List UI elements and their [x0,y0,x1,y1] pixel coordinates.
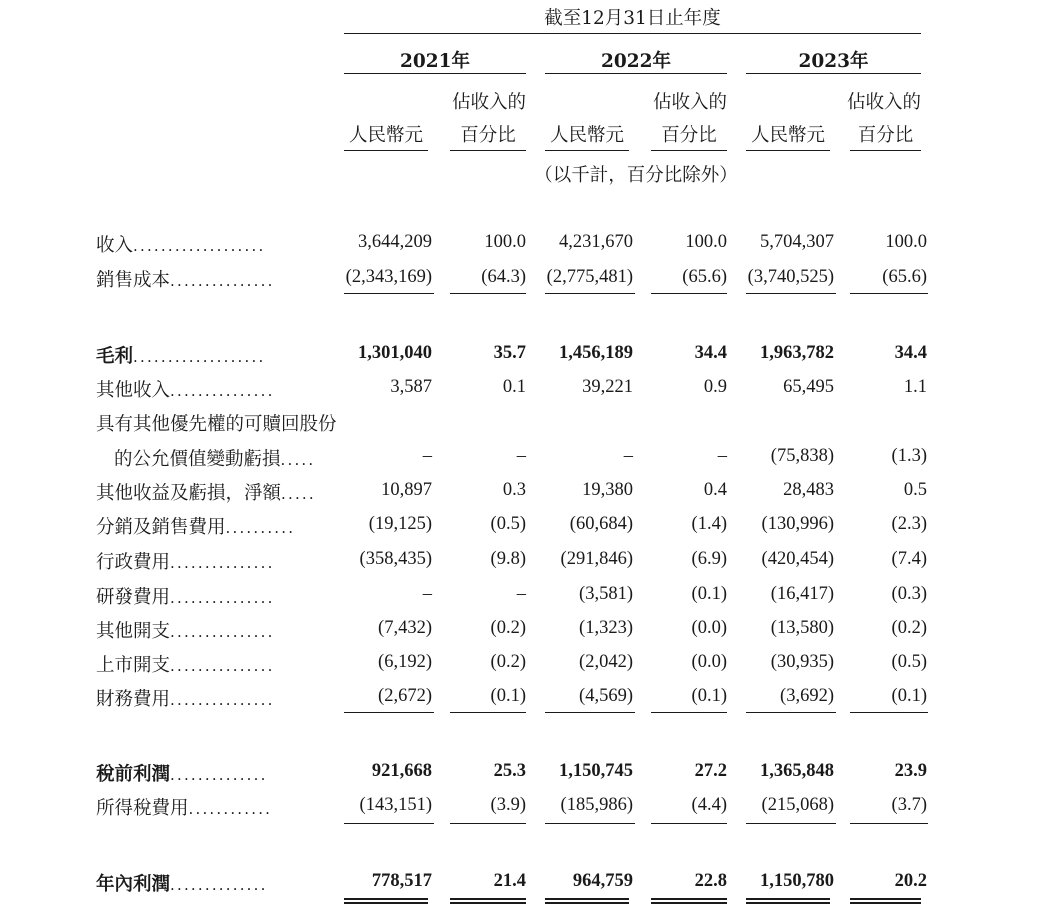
row-value: (420,454) [761,549,834,569]
row-value: 21.4 [493,871,526,891]
row-value: (64.3) [481,267,526,287]
row-value: (16,417) [770,584,834,604]
period-rule [344,33,921,34]
dot-leader: ................... [133,348,266,366]
row-label: 其他收益及虧損，淨額..... [96,483,316,504]
pct-header-2021-l1: 佔收入的 [451,92,526,113]
row-value: 100.0 [685,232,727,252]
row-value: (0.5) [891,652,927,672]
row-value: (130,996) [761,514,834,534]
row-value: 1,456,189 [559,343,633,363]
sum-rule [450,712,526,713]
row-value: (4.4) [691,795,727,815]
row-value: (0.3) [891,584,927,604]
row-value: (0.0) [691,618,727,638]
total-double-rule [651,898,727,904]
dot-leader: .......... [225,519,296,537]
row-label: 的公允價值變動虧損..... [114,449,316,470]
dot-leader: .............. [170,876,268,894]
dot-leader: ............... [170,589,275,607]
row-value: 28,483 [783,480,834,500]
row-label: 行政費用............... [96,552,275,573]
row-value: (3.9) [490,795,526,815]
sum-rule [545,712,635,713]
row-value: (1,323) [579,618,633,638]
row-value: (65.6) [882,267,927,287]
total-double-rule [450,898,526,904]
sum-rule [651,293,727,294]
sum-rule [746,712,836,713]
row-value: 34.4 [894,343,927,363]
row-value: 1,301,040 [358,343,432,363]
row-value: (65.6) [682,267,727,287]
row-value: (0.0) [691,652,727,672]
sum-rule [450,293,526,294]
sum-rule [651,712,727,713]
row-value: 1,365,848 [760,761,834,781]
pct-header-2022-l1: 佔收入的 [652,92,727,113]
pct-header-2023-l2: 百分比 [857,125,914,146]
row-value: 1.1 [903,377,927,397]
row-value: – [717,446,727,466]
row-value: 22.8 [694,871,727,891]
sum-rule [651,823,727,824]
row-value: (358,435) [359,549,432,569]
row-label: 具有其他優先權的可贖回股份 [96,414,337,435]
row-value: (143,151) [359,795,432,815]
row-value: – [623,446,633,466]
subheader-rule [450,150,526,151]
sum-rule [850,712,928,713]
row-value: – [422,584,432,604]
row-value: (2,042) [579,652,633,672]
dot-leader: .............. [170,766,268,784]
row-value: 0.5 [903,480,927,500]
row-label: 毛利................... [96,346,266,367]
row-value: – [516,446,526,466]
row-value: (0.2) [891,618,927,638]
sum-rule [450,823,526,824]
subheader-rule [545,150,629,151]
dot-leader: ............... [170,554,275,572]
total-double-rule [850,898,921,904]
row-value: 4,231,670 [559,232,633,252]
row-value: (0.1) [691,686,727,706]
row-value: 34.4 [694,343,727,363]
sum-rule [344,712,434,713]
row-label: 年內利潤.............. [96,874,268,895]
row-value: (1.4) [691,514,727,534]
amount-header-2021: 人民幣元 [348,125,423,146]
row-value: 10,897 [381,480,432,500]
row-value: (291,846) [560,549,633,569]
row-label: 收入................... [96,235,266,256]
row-value: (6.9) [691,549,727,569]
dot-leader: ............... [170,272,275,290]
row-value: (0.1) [691,584,727,604]
row-value: 19,380 [582,480,633,500]
year-rule-2021 [344,73,526,74]
dot-leader: ............ [188,800,273,818]
row-value: 3,587 [390,377,432,397]
row-value: (0.1) [490,686,526,706]
row-value: 65,495 [783,377,834,397]
row-value: (3.7) [891,795,927,815]
row-value: (0.2) [490,618,526,638]
dot-leader: ..... [280,451,316,469]
row-value: 1,150,780 [760,871,834,891]
amount-header-2022: 人民幣元 [549,125,624,146]
row-value: (3,740,525) [747,267,834,287]
row-value: 3,644,209 [358,232,432,252]
sum-rule [344,823,434,824]
row-value: (60,684) [569,514,633,534]
total-double-rule [545,898,629,904]
row-value: (9.8) [490,549,526,569]
row-label: 研發費用............... [96,587,275,608]
row-value: (0.5) [490,514,526,534]
row-value: 25.3 [493,761,526,781]
year-rule-2022 [545,73,727,74]
subheader-rule [651,150,727,151]
row-label: 上市開支............... [96,655,275,676]
dot-leader: ............... [170,657,275,675]
pct-header-2023-l1: 佔收入的 [846,92,921,113]
subheader-rule [746,150,830,151]
total-double-rule [344,898,428,904]
year-2021: 2021年 [400,51,470,72]
sum-rule [746,823,836,824]
row-value: (215,068) [761,795,834,815]
row-label: 銷售成本............... [96,270,275,291]
row-value: (30,935) [770,652,834,672]
row-value: 5,704,307 [760,232,834,252]
period-heading: 截至12月31日止年度 [544,8,721,29]
dot-leader: ............... [170,382,275,400]
row-value: 0.9 [703,377,727,397]
unit-note: （以千計，百分比除外） [534,165,738,186]
row-value: (13,580) [770,618,834,638]
row-value: 964,759 [572,871,633,891]
row-value: 921,668 [371,761,432,781]
row-value: (3,581) [579,584,633,604]
row-value: (7.4) [891,549,927,569]
row-value: 39,221 [582,377,633,397]
row-value: 0.4 [703,480,727,500]
row-value: 100.0 [885,232,927,252]
dot-leader: ............... [170,691,275,709]
sum-rule [850,823,928,824]
row-label: 稅前利潤.............. [96,764,268,785]
row-value: (3,692) [780,686,834,706]
row-value: 1,963,782 [760,343,834,363]
sum-rule [545,293,635,294]
row-value: 1,150,745 [559,761,633,781]
sum-rule [545,823,635,824]
subheader-rule [850,150,921,151]
dot-leader: ..... [281,485,316,503]
amount-header-2023: 人民幣元 [750,125,825,146]
row-value: (7,432) [378,618,432,638]
row-value: (2,775,481) [546,267,633,287]
sum-rule [850,293,928,294]
pct-header-2021-l2: 百分比 [460,125,516,146]
row-value: (6,192) [378,652,432,672]
row-value: (0.1) [891,686,927,706]
row-value: 27.2 [694,761,727,781]
subheader-rule [344,150,428,151]
row-value: 0.1 [502,377,526,397]
row-value: (4,569) [579,686,633,706]
row-value: 100.0 [484,232,526,252]
row-value: 23.9 [894,761,927,781]
year-2023: 2023年 [798,51,869,72]
year-rule-2023 [746,73,921,74]
row-value: (185,986) [560,795,633,815]
row-value: – [516,584,526,604]
dot-leader: ................... [133,237,266,255]
row-label: 分銷及銷售費用.......... [96,517,296,538]
row-label: 其他開支............... [96,621,275,642]
row-value: (2,672) [378,686,432,706]
row-value: (2.3) [891,514,927,534]
row-value: 20.2 [894,871,927,891]
row-label: 所得稅費用............ [96,798,273,819]
total-double-rule [746,898,830,904]
row-label: 其他收入............... [96,380,275,401]
row-value: 35.7 [493,343,526,363]
row-value: (75,838) [770,446,834,466]
row-value: (1.3) [891,446,927,466]
row-value: 0.3 [502,480,526,500]
sum-rule [746,293,836,294]
dot-leader: ............... [170,623,275,641]
row-value: (19,125) [368,514,432,534]
row-value: (2,343,169) [345,267,432,287]
pct-header-2022-l2: 百分比 [661,125,717,146]
sum-rule [344,293,434,294]
year-2022: 2022年 [601,51,671,72]
row-label: 財務費用............... [96,689,275,710]
row-value: – [422,446,432,466]
row-value: (0.2) [490,652,526,672]
row-value: 778,517 [371,871,432,891]
